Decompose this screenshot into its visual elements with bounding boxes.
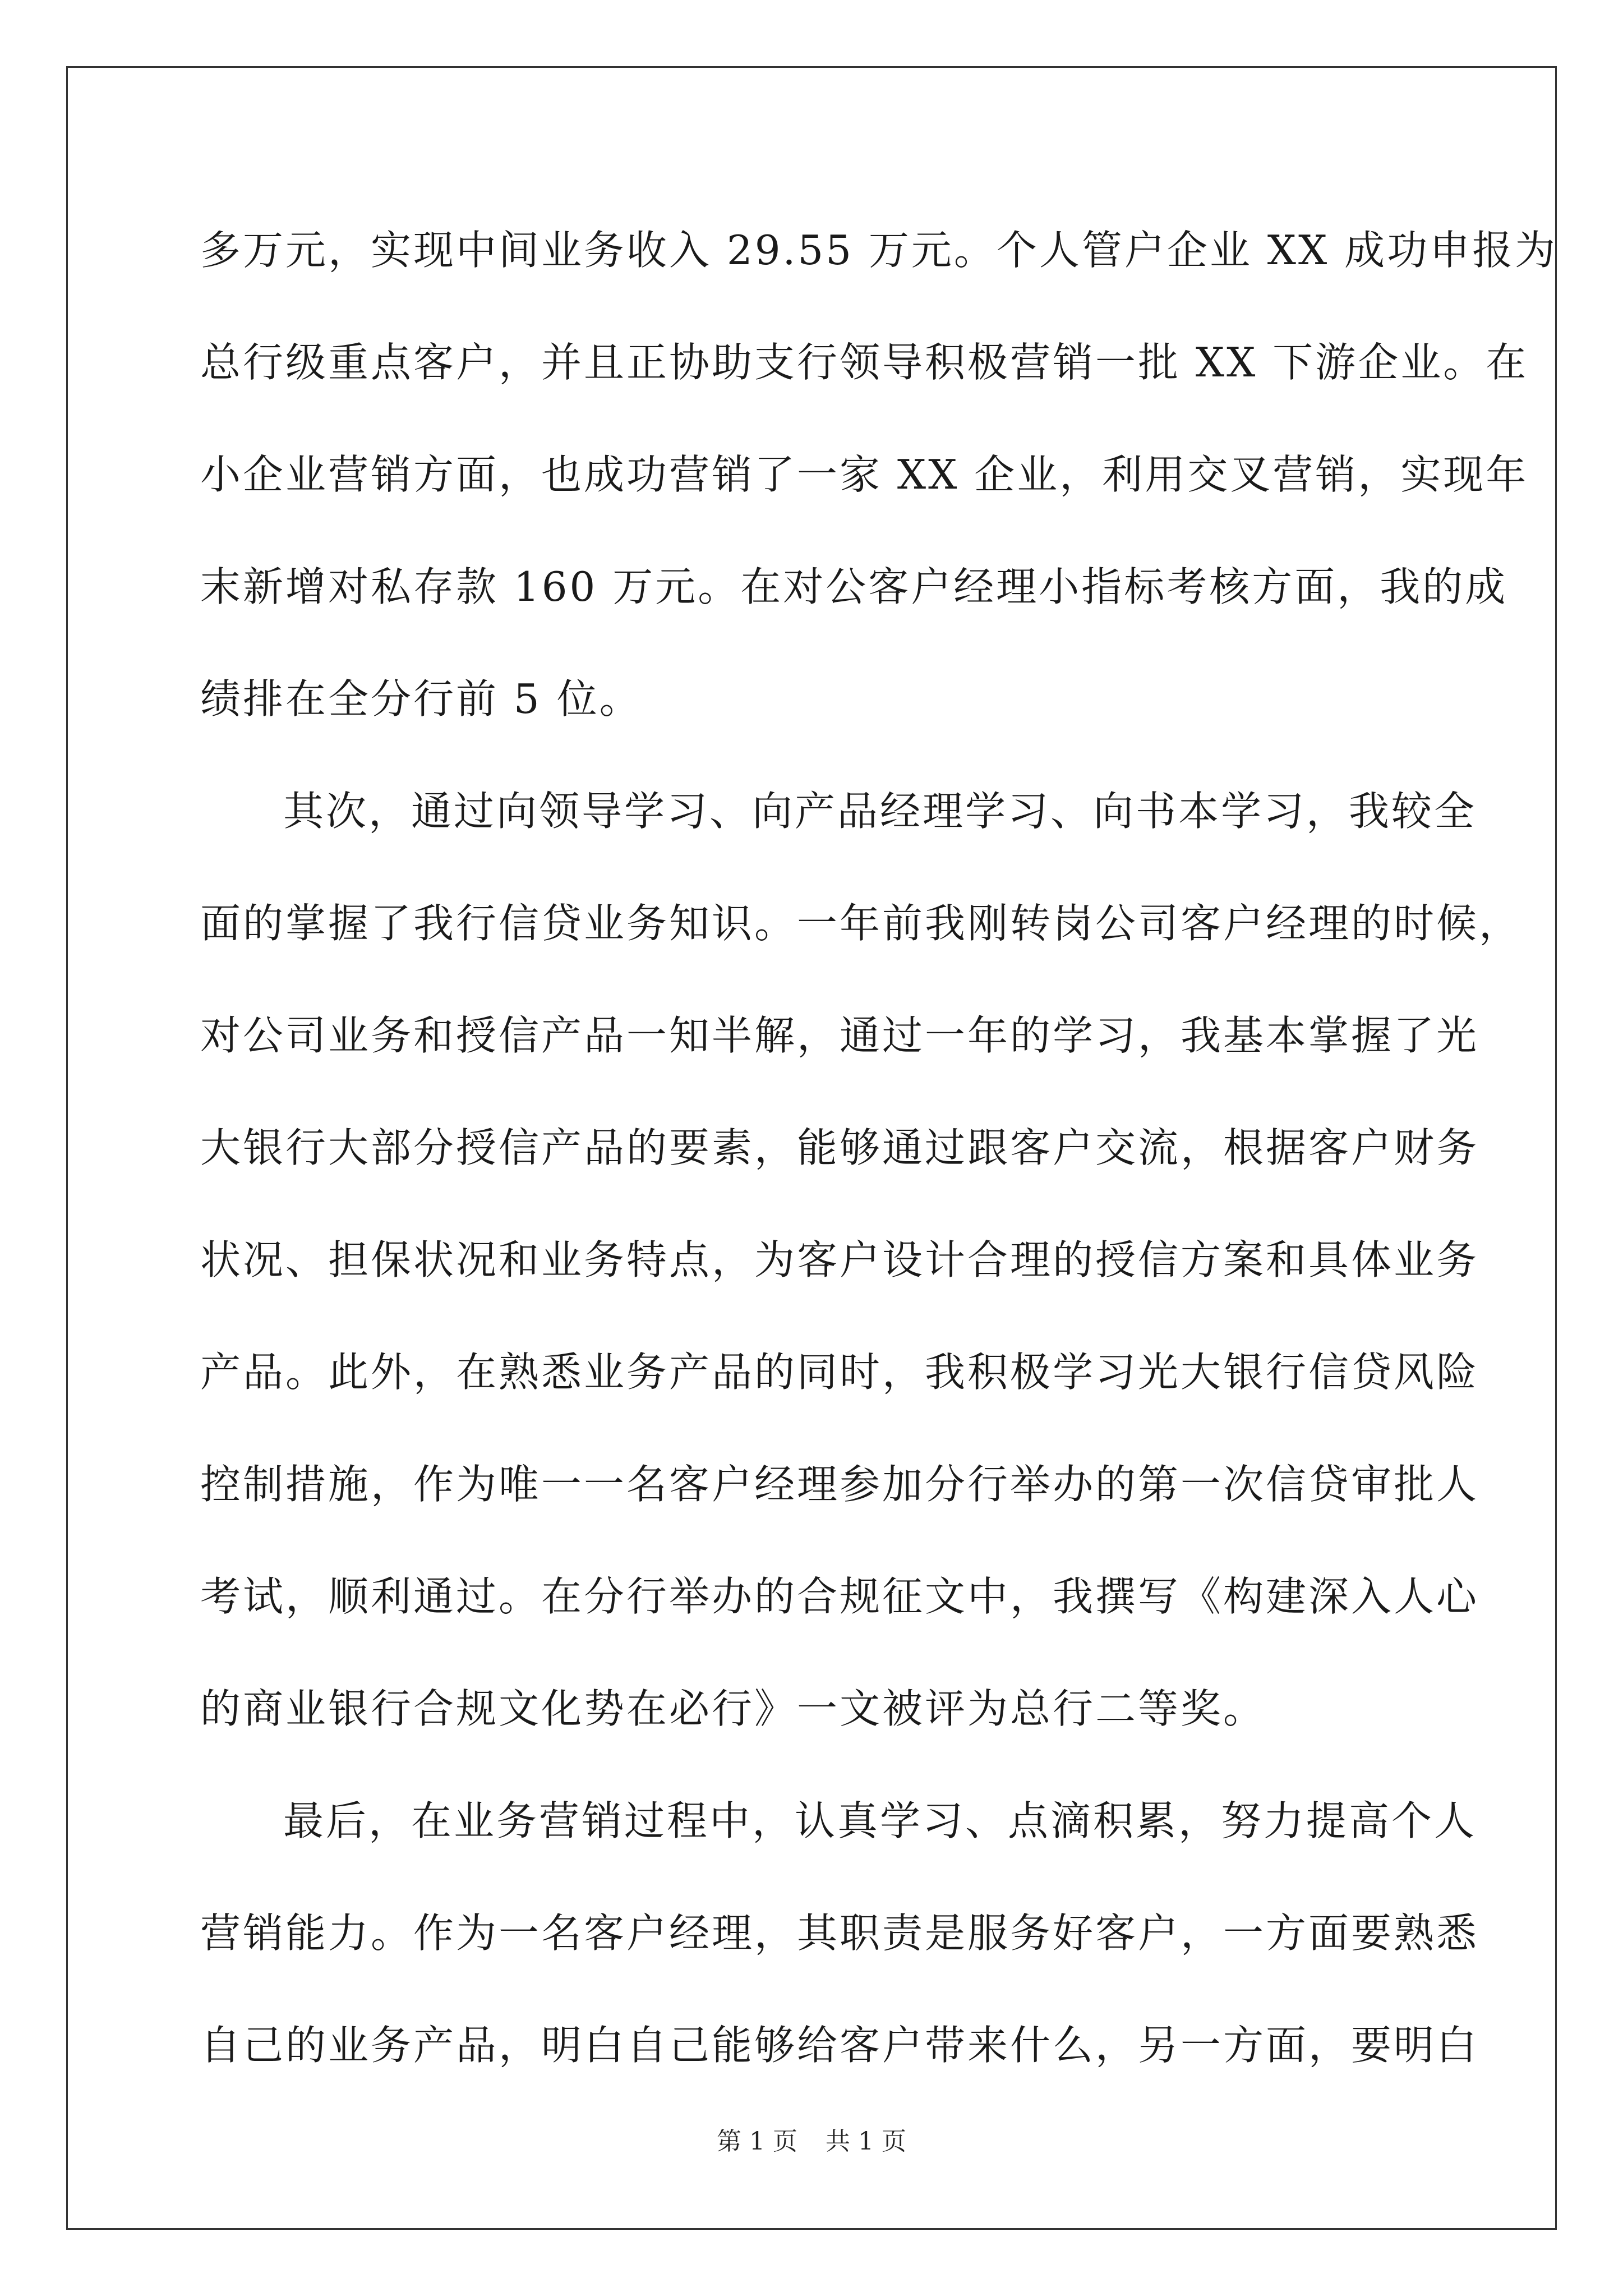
text-line: 总行级重点客户，并且正协助支行领导积极营销一批 XX 下游企业。在 bbox=[200, 339, 1529, 386]
text-line: 末新增对私存款 160 万元。在对公客户经理小指标考核方面，我的成 bbox=[200, 563, 1508, 610]
page-total: 共 1 页 bbox=[826, 2127, 906, 2156]
text-line: 产品。此外，在熟悉业务产品的同时，我积极学习光大银行信贷风险 bbox=[200, 1349, 1479, 1396]
text-line: 的商业银行合规文化势在必行》一文被评为总行二等奖。 bbox=[200, 1685, 1266, 1732]
text-line: 自己的业务产品，明白自己能够给客户带来什么，另一方面，要明白 bbox=[200, 2022, 1479, 2069]
text-line: 大银行大部分授信产品的要素，能够通过跟客户交流，根据客户财务 bbox=[200, 1124, 1479, 1171]
text-line: 对公司业务和授信产品一知半解，通过一年的学习，我基本掌握了光 bbox=[200, 1012, 1479, 1059]
paragraph-first-line: 其次，通过向领导学习、向产品经理学习、向书本学习，我较全 bbox=[283, 788, 1477, 835]
document-body bbox=[200, 0, 1558, 2296]
text-line: 绩排在全分行前 5 位。 bbox=[200, 675, 642, 723]
page-number: 第 1 页 bbox=[717, 2127, 797, 2156]
text-line: 考试，顺利通过。在分行举办的合规征文中，我撰写《构建深入人心 bbox=[200, 1573, 1479, 1620]
text-line: 多万元，实现中间业务收入 29.55 万元。个人管户企业 XX 成功申报为 bbox=[200, 227, 1558, 274]
paragraph-first-line: 最后，在业务营销过程中，认真学习、点滴积累，努力提高个人 bbox=[283, 1797, 1477, 1844]
text-line: 面的掌握了我行信贷业务知识。一年前我刚转岗公司客户经理的时候， bbox=[200, 900, 1522, 947]
text-line: 控制措施，作为唯一一名客户经理参加分行举办的第一次信贷审批人 bbox=[200, 1461, 1479, 1508]
text-line: 状况、担保状况和业务特点，为客户设计合理的授信方案和具体业务 bbox=[200, 1236, 1479, 1283]
text-line: 营销能力。作为一名客户经理，其职责是服务好客户，一方面要熟悉 bbox=[200, 1910, 1479, 1957]
page-footer bbox=[0, 2125, 1623, 2159]
text-line: 小企业营销方面，也成功营销了一家 XX 企业，利用交叉营销，实现年 bbox=[200, 451, 1529, 498]
